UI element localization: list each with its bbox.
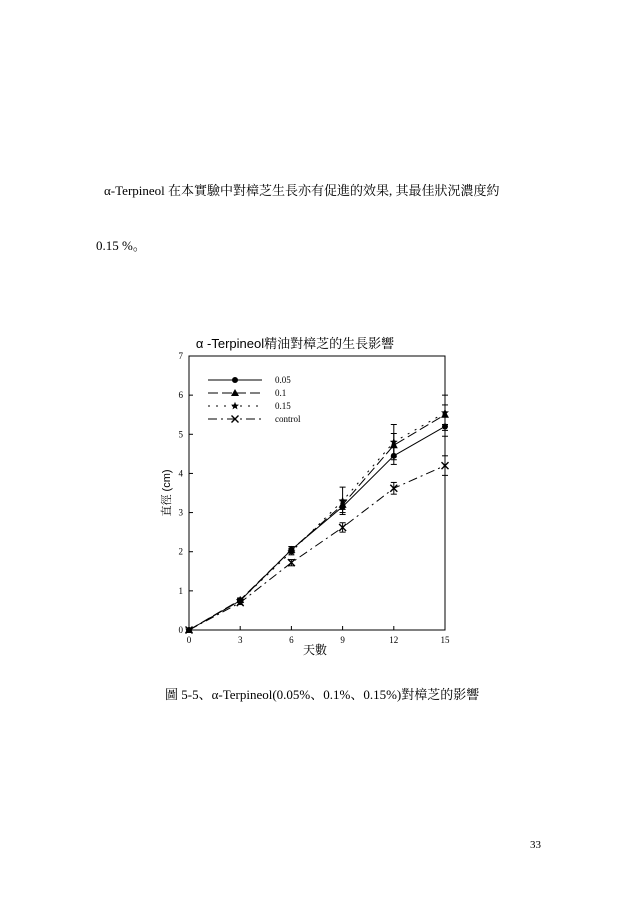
- plot-frame: [189, 356, 445, 630]
- series-0-05: [186, 417, 448, 633]
- legend-label: 0.1: [275, 388, 287, 398]
- series-0-15: [185, 395, 449, 633]
- series-line: [189, 415, 445, 630]
- series-line: [189, 413, 445, 630]
- series-line: [189, 426, 445, 630]
- y-tick-label: 6: [178, 390, 183, 401]
- x-tick-label: 15: [440, 635, 450, 645]
- body-text-line-2: 0.15 %。: [96, 238, 146, 253]
- growth-chart: [130, 328, 470, 668]
- legend-label: control: [275, 414, 301, 424]
- series-0-1: [185, 405, 449, 633]
- x-axis-label: 天數: [302, 643, 328, 657]
- x-tick-label: 12: [389, 635, 399, 645]
- x-tick-label: 0: [186, 635, 192, 645]
- x-tick-label: 6: [289, 635, 294, 645]
- series-layer: [185, 395, 449, 633]
- body-text-line-1: α-Terpineol 在本實驗中對樟芝生長亦有促進的效果, 其最佳狀況濃度約: [104, 183, 500, 198]
- y-tick-label: 5: [178, 429, 183, 440]
- chart-title: α -Terpineol精油對樟芝的生長影響: [195, 336, 395, 351]
- page-number: 33: [530, 839, 541, 851]
- y-tick-label: 2: [178, 546, 183, 557]
- legend: [208, 375, 301, 424]
- y-tick-label: 7: [178, 351, 183, 361]
- x-tick-label: 3: [237, 635, 243, 645]
- y-tick-label: 1: [178, 585, 183, 596]
- x-tick-label: 9: [340, 635, 345, 645]
- y-tick-label: 0: [178, 625, 183, 635]
- marker-circle: [232, 377, 238, 383]
- figure-caption: 圖 5-5、α-Terpineol(0.05%、0.1%、0.15%)對樟芝的影響: [165, 687, 480, 702]
- y-tick-label: 3: [178, 507, 183, 518]
- y-axis: [179, 351, 194, 635]
- series-control: [186, 456, 449, 634]
- legend-label: 0.15: [275, 401, 291, 411]
- y-tick-label: 4: [178, 468, 183, 479]
- series-line: [189, 466, 445, 630]
- legend-label: 0.05: [275, 375, 291, 385]
- y-axis-label: 直徑 (cm): [161, 469, 173, 517]
- marker-star: [231, 402, 239, 410]
